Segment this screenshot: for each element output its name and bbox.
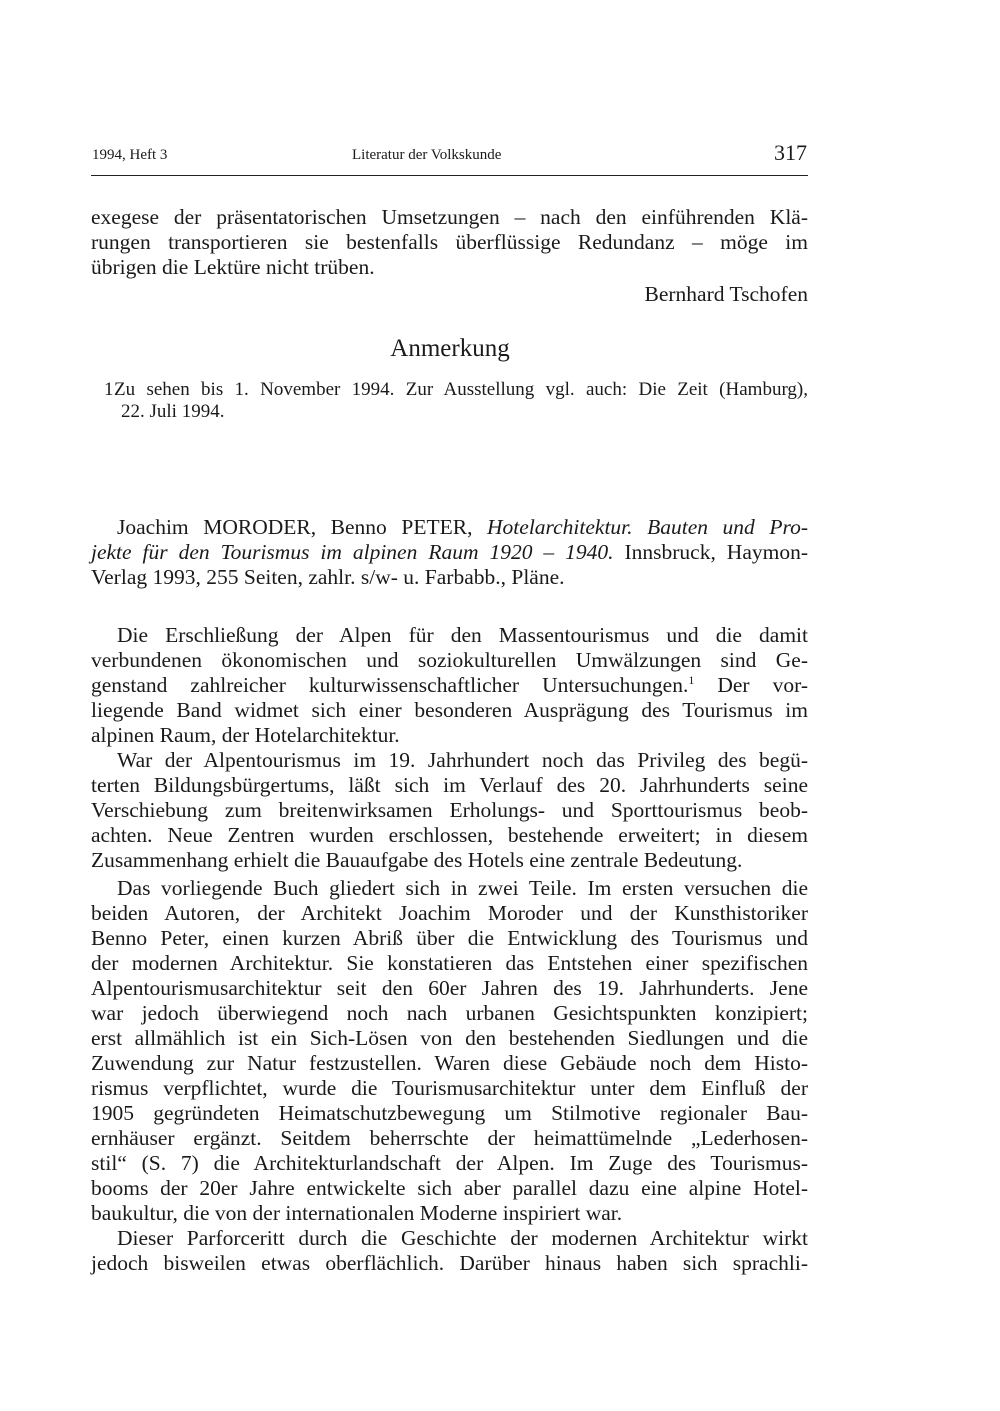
text-line: Zuwendung zur Natur festzustellen. Waren diese Gebäude noch dem Histo- <box>91 1051 808 1075</box>
text-line: Benno Peter, einen kurzen Abriß über die Entwicklung des Tourismus und <box>91 926 808 950</box>
citation-authors: Joachim MORODER, Benno PETER, <box>117 515 473 539</box>
footnote-text-line: Zu sehen bis 1. November 1994. Zur Ausstellung vgl. auch: Die Zeit (Hamburg), <box>114 379 808 400</box>
citation-line <box>91 540 808 564</box>
text-line: rismus verpflichtet, wurde die Tourismusarchitektur unter dem Einfluß der <box>91 1076 808 1100</box>
journal-section-title: Literatur der Volkskunde <box>352 147 502 163</box>
text-line: war jedoch überwiegend noch nach urbanen Gesichtspunkten konzipiert; <box>91 1001 808 1025</box>
line-text: Der vor- <box>694 673 808 697</box>
citation-title: Hotelarchitektur. Bauten und Pro- <box>487 515 808 539</box>
text-line: beiden Autoren, der Architekt Joachim Moroder und der Kunsthistoriker <box>91 901 808 925</box>
text-line: baukultur, die von der internationalen Moderne inspiriert war. <box>91 1201 623 1225</box>
text-line: Das vorliegende Buch gliedert sich in zwei Teile. Im ersten versuchen die <box>117 876 808 900</box>
citation-publisher: Innsbruck, Haymon- <box>624 540 808 564</box>
footnote-text-line: 22. Juli 1994. <box>121 401 225 422</box>
page-number: 317 <box>774 140 807 165</box>
text-line: booms der 20er Jahre entwickelte sich aber parallel dazu eine alpine Hotel- <box>91 1176 808 1200</box>
line-text: genstand zahlreicher kulturwissenschaftlicher Untersuchungen. <box>91 673 689 697</box>
text-line: ernhäuser ergänzt. Seitdem beherrschte der heimattümelnde „Lederhosen- <box>91 1126 808 1150</box>
text-line: 1905 gegründeten Heimatschutzbewegung um Stilmotive regionaler Bau- <box>91 1101 808 1125</box>
footnote-reference: 1 <box>688 672 695 687</box>
text-line: der modernen Architektur. Sie konstatieren das Entstehen einer spezifischen <box>91 951 808 975</box>
text-line: stil“ (S. 7) die Architekturlandschaft der Alpen. Im Zuge des Tourismus- <box>91 1151 808 1175</box>
reviewer-signature: Bernhard Tschofen <box>644 282 808 306</box>
text-line: erst allmählich ist ein Sich-Lösen von den bestehenden Siedlungen und die <box>91 1026 808 1050</box>
text-line: achten. Neue Zentren wurden erschlossen, bestehende erweitert; in diesem <box>91 823 808 847</box>
text-line: liegende Band widmet sich einer besonderen Ausprägung des Tourismus im <box>91 698 808 722</box>
citation-line <box>117 515 808 539</box>
text-line: verbundenen ökonomischen und soziokulturellen Umwälzungen sind Ge- <box>91 648 808 672</box>
citation-line: Verlag 1993, 255 Seiten, zahlr. s/w- u. Farbabb., Pläne. <box>91 565 565 589</box>
text-line: Dieser Parforceritt durch die Geschichte der modernen Architektur wirkt <box>117 1226 808 1250</box>
text-line: übrigen die Lektüre nicht trüben. <box>91 255 375 279</box>
header-rule <box>91 175 808 176</box>
footnote-number: 1 <box>104 379 114 400</box>
text-line: terten Bildungsbürgertums, läßt sich im Verlauf des 20. Jahrhunderts seine <box>91 773 808 797</box>
notes-heading: Anmerkung <box>390 335 510 362</box>
text-line: Zusammenhang erhielt die Bauaufgabe des Hotels eine zentrale Bedeutung. <box>91 848 743 872</box>
text-line: exegese der präsentatorischen Umsetzungen – nach den einführenden Klä- <box>91 205 808 229</box>
text-line: War der Alpentourismus im 19. Jahrhundert noch das Privileg des begü- <box>117 748 808 772</box>
text-line: Die Erschließung der Alpen für den Massentourismus und die damit <box>117 623 808 647</box>
text-line: alpinen Raum, der Hotelarchitektur. <box>91 723 400 747</box>
text-line: jedoch bisweilen etwas oberflächlich. Darüber hinaus haben sich sprachli- <box>91 1251 808 1275</box>
text-line: rungen transportieren sie bestenfalls überflüssige Redundanz – möge im <box>91 230 808 254</box>
citation-title-continued: jekte für den Tourismus im alpinen Raum 1920 – 1940. <box>91 540 614 564</box>
issue-label: 1994, Heft 3 <box>92 147 168 163</box>
text-line <box>91 673 808 697</box>
text-line: Verschiebung zum breitenwirksamen Erholungs- und Sporttourismus beob- <box>91 798 808 822</box>
text-line: Alpentourismusarchitektur seit den 60er Jahren des 19. Jahrhunderts. Jene <box>91 976 808 1000</box>
